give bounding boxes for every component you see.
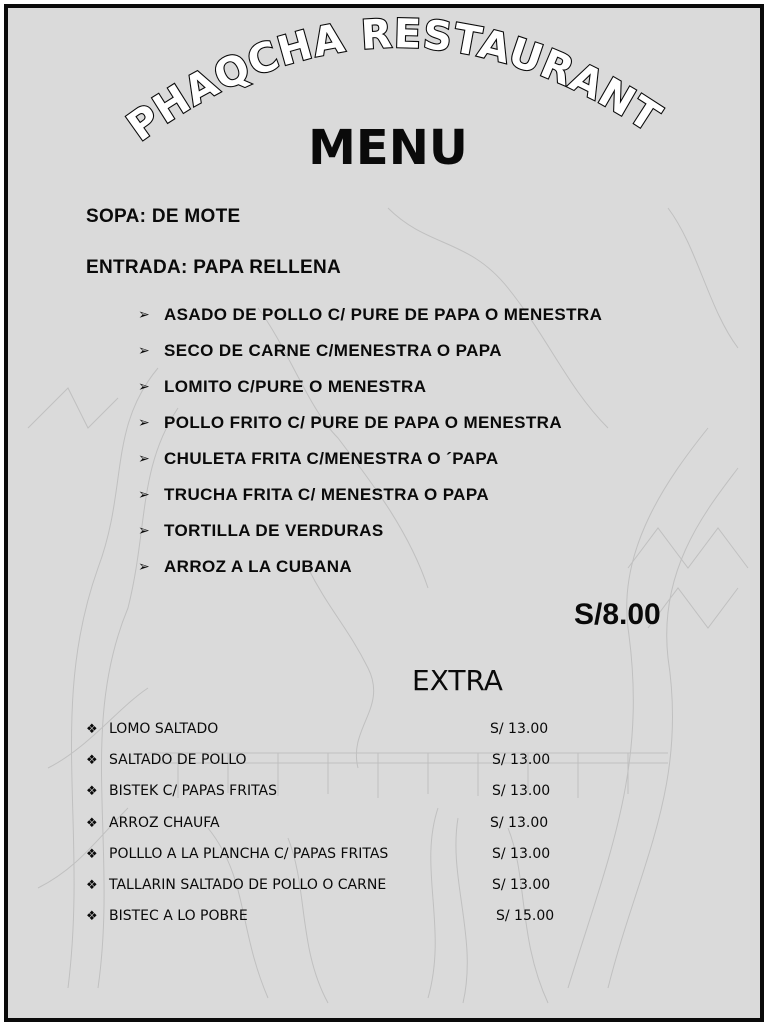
extra-dish-name: BISTEC A LO POBRE	[109, 908, 248, 925]
arrow-bullet-icon: ➢	[138, 487, 150, 503]
extra-dish-price: S/ 13.00	[490, 721, 549, 737]
arrow-bullet-icon: ➢	[138, 451, 150, 467]
main-dish-label: CHULETA FRITA C/MENESTRA O ´PAPA	[164, 449, 499, 468]
diamond-bullet-icon: ❖	[86, 846, 98, 862]
list-item	[138, 520, 602, 556]
diamond-bullet-icon: ❖	[86, 815, 98, 831]
arrow-bullet-icon: ➢	[138, 343, 150, 359]
list-item	[86, 721, 586, 752]
extra-dish-name: TALLARIN SALTADO DE POLLO O CARNE	[109, 876, 387, 893]
arrow-bullet-icon: ➢	[138, 523, 150, 539]
arrow-bullet-icon: ➢	[138, 307, 150, 323]
main-dish-label: TRUCHA FRITA C/ MENESTRA O PAPA	[164, 485, 489, 504]
arrow-bullet-icon: ➢	[138, 415, 150, 431]
menu-title: MENU	[308, 120, 468, 176]
extra-dish-price: S/ 13.00	[492, 876, 551, 893]
restaurant-name: PHAQCHA RESTAURANT	[119, 11, 669, 151]
extra-dish-price: S/ 13.00	[492, 752, 551, 769]
extra-dish-name: LOMO SALTADO	[109, 721, 219, 737]
menu-price: S/8.00	[574, 598, 661, 631]
extra-dish-name: BISTEK C/ PAPAS FRITAS	[109, 783, 278, 800]
list-item	[86, 908, 586, 939]
list-item	[86, 846, 586, 877]
list-item	[86, 783, 586, 814]
list-item	[138, 376, 602, 412]
diamond-bullet-icon: ❖	[86, 753, 98, 769]
main-dish-label: LOMITO C/PURE O MENESTRA	[164, 377, 427, 396]
starter-course: ENTRADA: PAPA RELLENA	[86, 257, 342, 278]
main-dish-label: ARROZ A LA CUBANA	[164, 557, 353, 576]
list-item	[138, 484, 602, 520]
list-item	[138, 304, 602, 340]
list-item	[138, 556, 602, 592]
list-item	[86, 877, 586, 908]
extra-dish-price: S/ 13.00	[492, 845, 551, 862]
extra-dish-price: S/ 13.00	[492, 783, 551, 800]
list-item	[86, 815, 586, 846]
extra-dish-name: ARROZ CHAUFA	[109, 814, 220, 831]
diamond-bullet-icon: ❖	[86, 722, 98, 737]
diamond-bullet-icon: ❖	[86, 784, 98, 800]
menu-page	[4, 4, 764, 1022]
diamond-bullet-icon: ❖	[86, 877, 98, 893]
main-dish-label: POLLO FRITO C/ PURE DE PAPA O MENESTRA	[164, 413, 563, 432]
extra-dish-price: S/ 13.00	[490, 814, 549, 831]
list-item	[138, 340, 602, 376]
extra-section-title: EXTRA	[412, 664, 503, 697]
main-dish-label: ASADO DE POLLO C/ PURE DE PAPA O MENESTRA	[164, 305, 603, 324]
extra-dish-name: POLLLO A LA PLANCHA C/ PAPAS FRITAS	[109, 845, 389, 862]
arrow-bullet-icon: ➢	[138, 379, 150, 395]
diamond-bullet-icon: ❖	[86, 909, 98, 925]
soup-course: SOPA: DE MOTE	[86, 206, 241, 227]
main-dishes-list	[138, 304, 602, 592]
main-dish-label: SECO DE CARNE C/MENESTRA O PAPA	[164, 341, 502, 360]
extra-dishes-list	[86, 721, 586, 939]
list-item	[86, 752, 586, 783]
list-item	[138, 412, 602, 448]
extra-dish-price: S/ 15.00	[496, 908, 555, 925]
main-dish-label: TORTILLA DE VERDURAS	[164, 521, 384, 540]
extra-dish-name: SALTADO DE POLLO	[109, 752, 247, 769]
list-item	[138, 448, 602, 484]
arrow-bullet-icon: ➢	[138, 559, 150, 575]
